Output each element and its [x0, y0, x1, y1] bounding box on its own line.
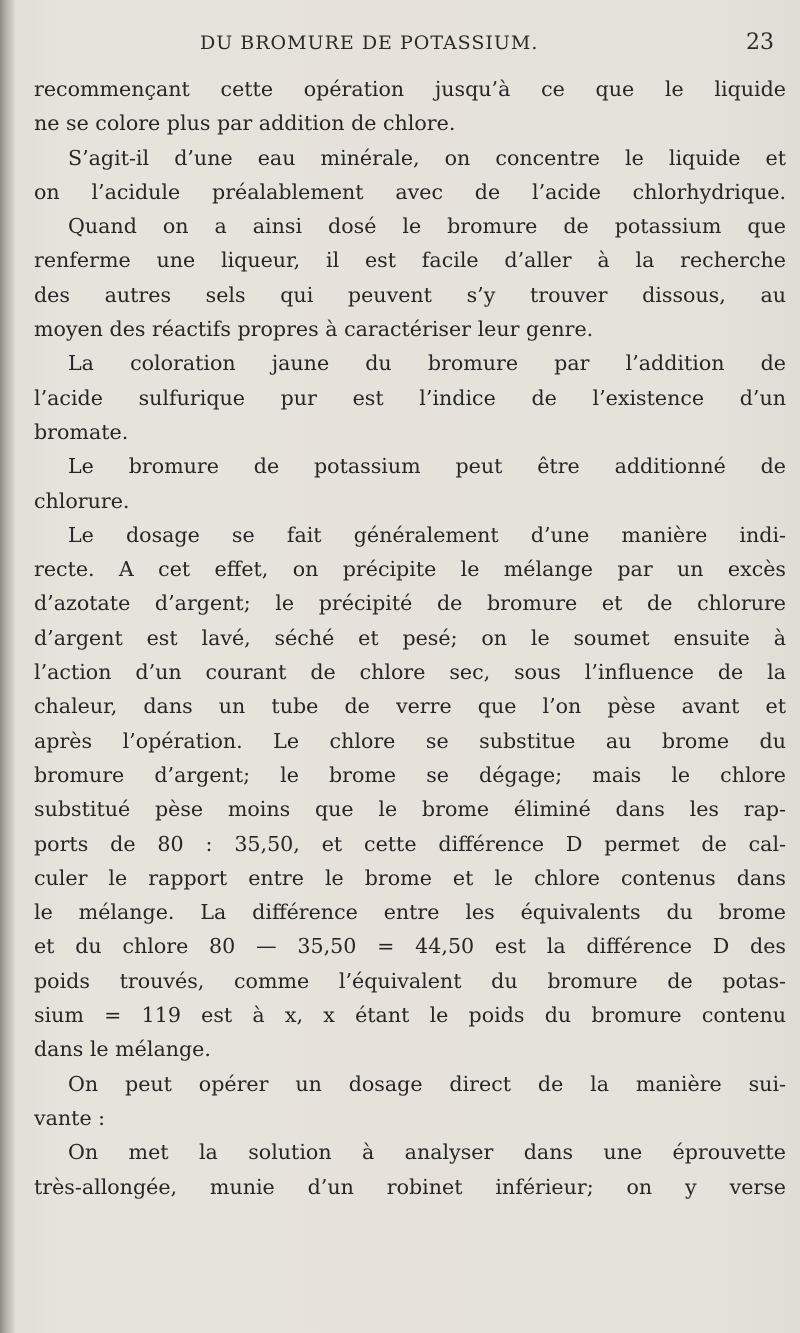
text-line: bromate.	[34, 419, 129, 444]
text-line: bromure d’argent; le brome se dégage; mais le chlore	[34, 762, 786, 787]
text-line: La coloration jaune du bromure par l’addition de	[68, 351, 786, 376]
text-line: des autres sels qui peuvent s’y trouver dissous, au	[34, 282, 786, 307]
page-number: 23	[746, 30, 774, 55]
text-line: sium = 119 est à x, x étant le poids du bromure contenu	[34, 1003, 786, 1028]
text-line: ports de 80 : 35,50, et cette différence D permet de cal-	[34, 831, 786, 856]
text-line: recte. A cet effet, on précipite le mélange par un excès	[34, 557, 786, 582]
text-line: renferme une liqueur, il est facile d’aller à la recherche	[34, 248, 786, 273]
text-line: chaleur, dans un tube de verre que l’on pèse avant et	[34, 694, 786, 719]
text-line: moyen des réactifs propres à caractériser leur genre.	[34, 317, 594, 342]
text-line: ne se colore plus par addition de chlore.	[34, 111, 456, 136]
body-text	[34, 72, 786, 1204]
text-line: dans le mélange.	[34, 1037, 211, 1062]
text-line: on l’acidule préalablement avec de l’acide chlorhydrique.	[34, 179, 786, 204]
page-header	[0, 30, 800, 60]
text-line: Quand on a ainsi dosé le bromure de potassium que	[68, 214, 786, 239]
text-line: d’azotate d’argent; le précipité de bromure et de chlorure	[34, 591, 786, 616]
text-line: Le dosage se fait généralement d’une manière indi-	[68, 522, 786, 547]
text-line: après l’opération. Le chlore se substitue au brome du	[34, 728, 786, 753]
text-line: substitué pèse moins que le brome éliminé dans les rap-	[34, 797, 786, 822]
text-line: d’argent est lavé, séché et pesé; on le soumet ensuite à	[34, 625, 786, 650]
text-line: l’action d’un courant de chlore sec, sous l’influence de la	[34, 660, 786, 685]
text-line: vante :	[34, 1105, 106, 1130]
text-line: culer le rapport entre le brome et le chlore contenus dans	[34, 865, 786, 890]
text-line: On met la solution à analyser dans une éprouvette	[68, 1140, 786, 1165]
running-head: DU BROMURE DE POTASSIUM.	[200, 32, 539, 54]
text-line: poids trouvés, comme l’équivalent du bromure de potas-	[34, 968, 786, 993]
text-line: l’acide sulfurique pur est l’indice de l’existence d’un	[34, 385, 786, 410]
text-line: et du chlore 80 — 35,50 = 44,50 est la différence D des	[34, 934, 786, 959]
text-line: S’agit-il d’une eau minérale, on concentre le liquide et	[68, 145, 786, 170]
text-line: Le bromure de potassium peut être additionné de	[68, 454, 786, 479]
page-gutter-shadow	[0, 0, 14, 1333]
text-line: chlorure.	[34, 488, 130, 513]
text-line: On peut opérer un dosage direct de la manière sui-	[68, 1071, 786, 1096]
text-line: le mélange. La différence entre les équivalents du brome	[34, 900, 786, 925]
text-line: très-allongée, munie d’un robinet inférieur; on y verse	[34, 1174, 786, 1199]
text-line: recommençant cette opération jusqu’à ce que le liquide	[34, 77, 786, 101]
